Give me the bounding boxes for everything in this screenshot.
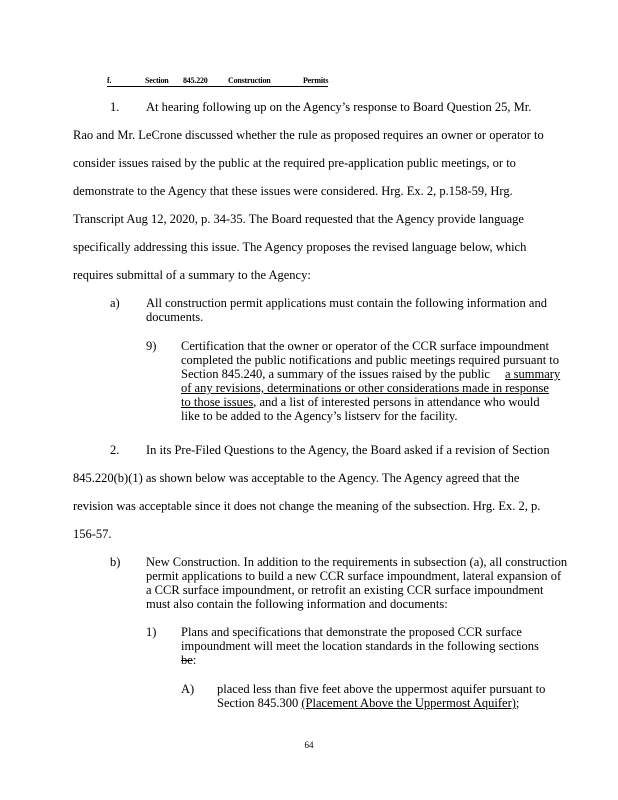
item-b-label: b)	[110, 555, 121, 569]
item-9-label: 9)	[146, 339, 157, 353]
item-1-label: 1)	[146, 625, 157, 639]
item-A-line-2-end: ;	[515, 696, 520, 710]
section-letter: f.	[107, 76, 112, 85]
page-number: 64	[304, 740, 314, 750]
para2-line-3: revision was acceptable since it does not change the meaning of the subsection. Hrg. Ex. 2, p.	[73, 499, 541, 513]
item-9-line-6: like to be added to the Agency’s listserv for the facility.	[181, 409, 458, 423]
para1-number: 1.	[110, 100, 120, 114]
item-b-line-2: permit applications to build a new CCR surface impoundment, lateral expansion of	[146, 569, 562, 583]
para2-line-1: In its Pre-Filed Questions to the Agency, the Board asked if a revision of Section	[146, 443, 550, 457]
item-9-line-3	[181, 367, 490, 381]
item-9-line-5-text: , and a list of interested persons in attendance who would	[253, 395, 540, 409]
item-b-line-4: must also contain the following information and documents:	[146, 597, 448, 611]
item-9-line-2: completed the public notifications and public meetings required pursuant to	[181, 353, 560, 367]
item-9-line-5-underlined: to those issues	[181, 395, 254, 409]
item-9-line-1: Certification that the owner or operator of the CCR surface impoundment	[181, 339, 549, 353]
item-A-line-2-underlined: (Placement Above the Uppermost Aquifer)	[301, 696, 516, 710]
section-title-2: Permits	[303, 76, 329, 85]
para2-number: 2.	[110, 443, 120, 457]
item-A-label: A)	[181, 682, 195, 696]
para1-line-4: demonstrate to the Agency that these issues were considered. Hrg. Ex. 2, p.158-59, Hrg.	[73, 184, 513, 198]
para1-line-1: At hearing following up on the Agency’s response to Board Question 25, Mr.	[146, 100, 532, 114]
item-A-line-2-text: Section 845.300	[217, 696, 302, 710]
section-heading	[107, 76, 328, 87]
para2-line-4: 156-57.	[73, 527, 112, 541]
item-a-label: a)	[110, 296, 120, 310]
para1-line-3: consider issues raised by the public at the required pre-application public meetings, or to	[73, 156, 516, 170]
item-1-line-1: Plans and specifications that demonstrate the proposed CCR surface	[181, 625, 522, 639]
para1-line-7: requires submittal of a summary to the Agency:	[73, 268, 311, 282]
item-b-line-1: New Construction. In addition to the requirements in subsection (a), all construction	[146, 555, 568, 569]
para2-line-2: 845.220(b)(1) as shown below was acceptable to the Agency. The Agency agreed that the	[73, 471, 520, 485]
item-9-line-3-underlined: a summary	[505, 367, 561, 381]
item-1-line-3-struck: be	[181, 653, 193, 667]
item-A-line-1: placed less than five feet above the uppermost aquifer pursuant to	[217, 682, 546, 696]
item-1-line-3	[181, 653, 196, 667]
item-1-line-3-text: :	[192, 653, 197, 667]
section-word: Section	[145, 76, 169, 85]
item-9-line-5	[181, 395, 540, 409]
item-a-line-2: documents.	[146, 310, 204, 324]
item-A-line-2	[217, 696, 519, 710]
para1-line-2: Rao and Mr. LeCrone discussed whether the rule as proposed requires an owner or operator to	[73, 128, 544, 142]
item-b-line-3: a CCR surface impoundment, or retrofit an existing CCR surface impoundment	[146, 583, 544, 597]
para1-line-5: Transcript Aug 12, 2020, p. 34-35. The Board requested that the Agency provide language	[73, 212, 524, 226]
section-number: 845.220	[183, 76, 208, 85]
item-9-line-3-text: Section 845.240, a summary of the issues raised by the public	[181, 367, 490, 381]
section-title-1: Construction	[228, 76, 271, 85]
item-a-line-1: All construction permit applications must contain the following information and	[146, 296, 547, 310]
item-9-line-4: of any revisions, determinations or other considerations made in response	[181, 381, 549, 395]
para1-line-6: specifically addressing this issue. The Agency proposes the revised language below, which	[73, 240, 527, 254]
item-1-line-2: impoundment will meet the location standards in the following sections	[181, 639, 539, 653]
